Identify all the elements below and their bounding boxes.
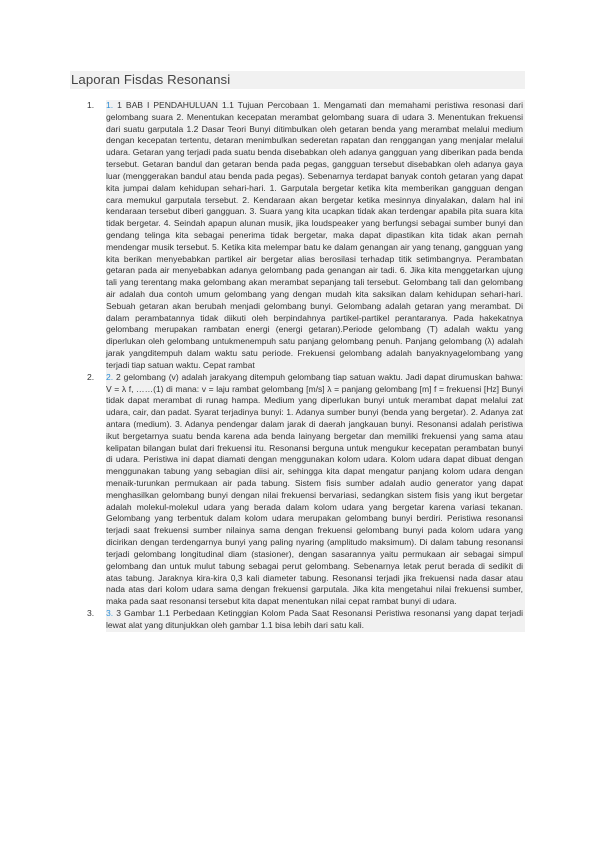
page-link[interactable]: 3. xyxy=(106,607,114,618)
list-item xyxy=(70,372,525,608)
list-item-text: 3 Gambar 1.1 Perbedaan Ketinggian Kolom Pada Saat Resonansi Peristiwa resonansi yang dapat terjadi lewat alat yang ditunjukkan oleh gambar 1.1 bisa lebih dari satu kali. xyxy=(106,607,523,630)
list-item-text: 1 BAB I PENDAHULUAN 1.1 Tujuan Percobaan 1. Mengamati dan memahami peristiwa resonasi dari gelombang suara 2. Menentukan kecepatan merambat gelombang suara di udara 3. Menentukan frekuensi dari suatu garputala 1.2 Dasar Teori Bunyi ditimbulkan oleh getaran benda yang merambat melalui medium dengan kecepatan tertentu, detaran menimbulkan sederetan rapatan dan renggangan yang menjalar melalui udara. Getaran yang terjadi pada suatu benda disebabkan oleh adanya gangguan yang diberikan pada benda tersebut. Getaran bandul dan getaran benda pada pegas, gangguan tersebut disebabkan oleh adanya gaya luar (menggerakan bandul atau benda pada pegas). Sebenarnya terdapat banyak contoh getaran yang dapat kita jumpai dalam kehidupan sehari-hari. 1. Garputala bergetar ketika kita memberikan gangguan dengan cara memukul garputala tersebut. 2. Kendaraan akan bergetar ketika mesinnya dinyalakan, dalam hal ini kendaraan tersebut diberi gangguan. 3. Suara yang kita ucapkan tidak akan terdengar apabila pita suara kita tidak bergetar. 4. Seindah apapun alunan musik, jika loudspeaker yang berfungsi sebagai sumber bunyi dan gendang telinga kita sebagai penerima tidak bergetar, maka dapat dipastikan kita tidak akan pernah mendengar musik tersebut. 5. Ketika kita melempar batu ke dalam genangan air yang tenang, gangguan yang kita berikan menyebabkan partikel air bergetar alias berosilasi terhadap titik setimbangnya. Perambatan getaran pada air menyebabkan adanya gelombang pada genangan air tadi. 6. Jika kita menggetarkan ujung tali yang terentang maka gelombang akan merambat sepanjang tali tersebut. Gelombang tali dan gelombang air adalah dua contoh umum gelombang yang dengan mudah kita saksikan dalam kehidupan sehari-hari. Sebuah getaran akan berubah menjadi gelombang bunyi. Gelombang adalah getaran yang merambat. Di dalam perambatannya tidak diikuti oleh berpindahnya partikel-partikel perantaranya. Pada hakekatnya gelombang merupakan rambatan energi (energi getaran).Periode gelombang (T) adalah waktu yang diperlukan oleh gelombang untukmenempuh satu panjang gelombang penuh. Panjang gelombang (λ) adalah jarak yangditempuh dalam waktu satu periode. Frekuensi gelombang adalah banyaknyagelombang yang terjadi tiap satuan waktu. Cepat rambat xyxy=(106,100,524,370)
list-item-body xyxy=(106,608,525,632)
list-item-body xyxy=(106,100,525,372)
list-item-body xyxy=(106,372,525,608)
list-item-number: 2. xyxy=(87,371,95,382)
list-item-text: 2 gelombang (v) adalah jarakyang ditempuh gelombang tiap satuan waktu. Jadi dapat dirumuskan bahwa: V = λ f, ……(1) di mana: v = laju rambat gelombang [m/s] λ = panjang gelombang [m] f = frekuensi [Hz] Bunyi tidak dapat merambat di runag hampa. Medium yang diperlukan bunyi untuk merambat dapat melalui zat udara, cair, dan padat. Syarat terjadinya bunyi: 1. Adanya sumber bunyi (benda yang bergetar). 2. Adanya zat antara (medium). 3. Adanya pendengar dalam jarak di daerah jangkauan bunyi. Resonansi adalah peristiwa ikut bergetarnya suatu benda karena ada benda lainyang bergetar dan memiliki frekuensi yang sama atau kelipatan bilangan bulat dari frekuensi itu. Resonansi berguna untuk mengukur kecepatan perambatan bunyi di udara. Peristiwa ini dapat diamati dengan menggunakan kolom udara. Kolom udara dapat dibuat dengan menggunakan tabung yang sebagian diisi air, sehingga kita dapat mengatur panjang kolom udara dengan menaik-turunkan permukaan air pada tabung. Sistem fisis sumber adalah audio generator yang dapat menghasilkan gelombang bunyi dengan nilai frekuensi bervariasi, sedangkan sistem fisis yang ikut bergetar adalah molekul-molekul udara yang berada dalam kolom udara yang bergetar karena variasi tekanan. Gelombang yang terbentuk dalam kolom udara merupakan gelombang bunyi berdiri. Peristiwa resonansi terjadi saat frekuensi sumber nilainya sama dengan frekuensi gelombang bunyi pada kolom udara yang dicirikan dengan terdengarnya bunyi yang paling nyaring (amplitudo maksimum). Di dalam tabung resonansi terjadi gelombang longitudinal diam (stasioner), dengan sasarannya yaitu permukaan air sebagai simpul gelombang dan untuk mulut tabung sebagai perut gelombang. Sebenarnya letak perut berada di sedikit di atas tabung. Jaraknya kira-kira 0,3 kali diameter tabung. Resonansi terjadi jika frekuensi nada dasar atau nada atas dari kolom udara sama dengan frekuensi garputala. Jika kita mengetahui nilai frekuensi sumber, maka pada saat resonansi tersebut kita dapat menentukan nilai cepat rambat bunyi di udara. xyxy=(106,371,523,607)
list-item-number: 1. xyxy=(87,100,95,110)
document-title: Laporan Fisdas Resonansi xyxy=(70,71,525,89)
page-link[interactable]: 1. xyxy=(106,100,114,110)
content-list xyxy=(70,100,525,632)
page-link[interactable]: 2. xyxy=(106,371,114,382)
list-item xyxy=(70,608,525,632)
list-item xyxy=(70,100,525,372)
list-item-number: 3. xyxy=(87,607,95,618)
